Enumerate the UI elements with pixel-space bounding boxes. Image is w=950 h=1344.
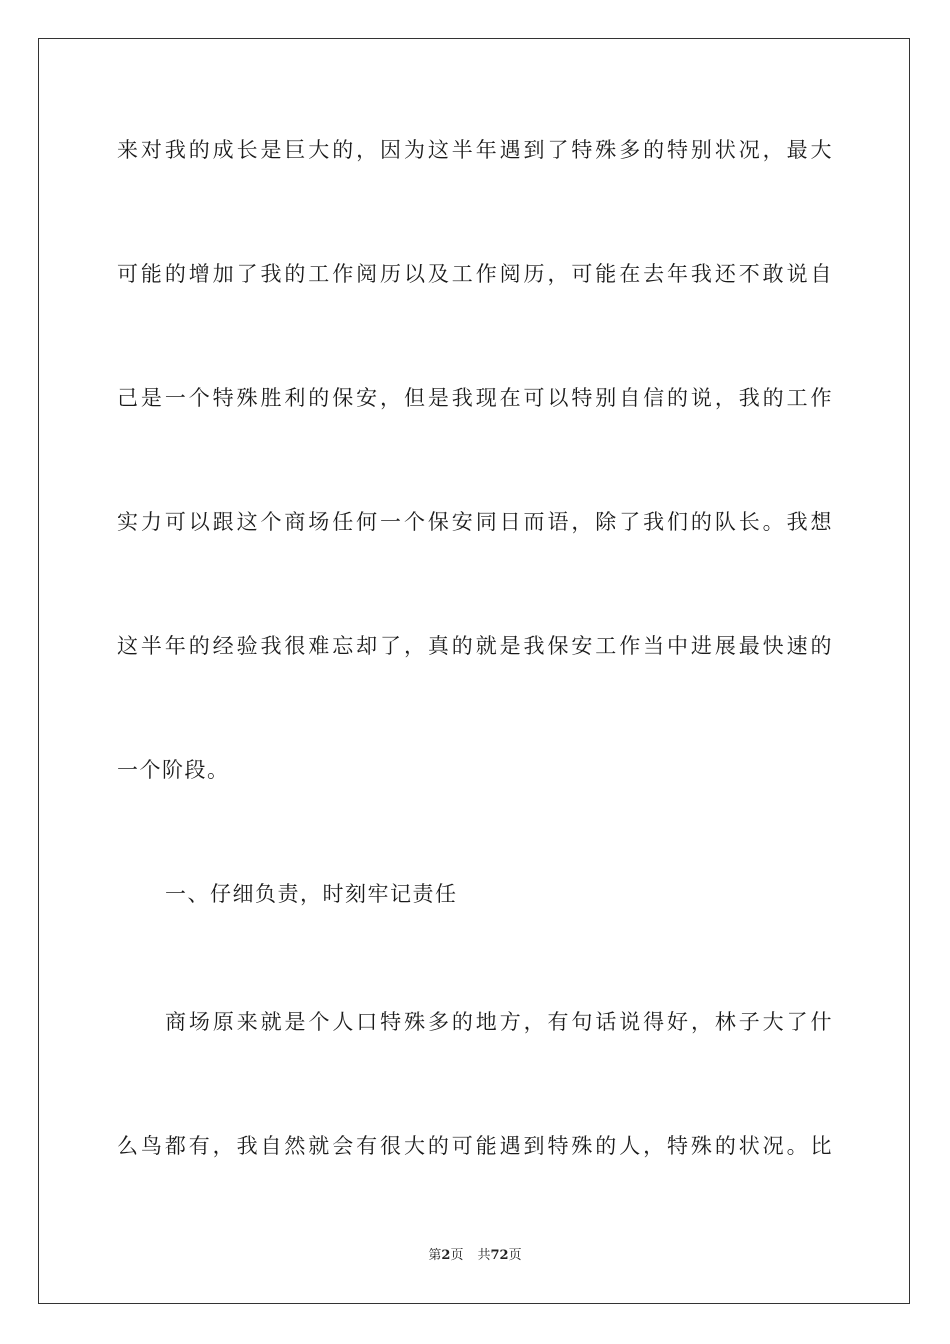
footer-total-pages: 72	[490, 1248, 509, 1263]
page-frame	[38, 38, 910, 1304]
footer-page-suffix: 页	[450, 1248, 464, 1263]
section-heading: 一、仔细负责，时刻牢记责任	[165, 882, 458, 906]
body-text-line-5: 这半年的经验我很难忘却了，真的就是我保安工作当中进展最快速的	[117, 634, 833, 658]
footer-page-current: 2	[441, 1248, 451, 1263]
paragraph-2-line-2: 么鸟都有，我自然就会有很大的可能遇到特殊的人，特殊的状况。比	[117, 1134, 833, 1158]
page-footer	[0, 1247, 950, 1265]
body-text-line-2: 可能的增加了我的工作阅历以及工作阅历，可能在去年我还不敢说自	[117, 262, 833, 286]
body-text-line-1: 来对我的成长是巨大的，因为这半年遇到了特殊多的特别状况，最大	[117, 138, 833, 162]
footer-total-suffix: 页	[508, 1248, 522, 1263]
paragraph-2-line-1: 商场原来就是个人口特殊多的地方，有句话说得好，林子大了什	[165, 1010, 833, 1034]
footer-page-prefix: 第	[428, 1248, 442, 1263]
body-text-line-6: 一个阶段。	[117, 758, 230, 782]
body-text-line-4: 实力可以跟这个商场任何一个保安同日而语，除了我们的队长。我想	[117, 510, 833, 534]
footer-total-prefix: 共	[477, 1248, 491, 1263]
body-text-line-3: 己是一个特殊胜利的保安，但是我现在可以特别自信的说，我的工作	[117, 386, 833, 410]
